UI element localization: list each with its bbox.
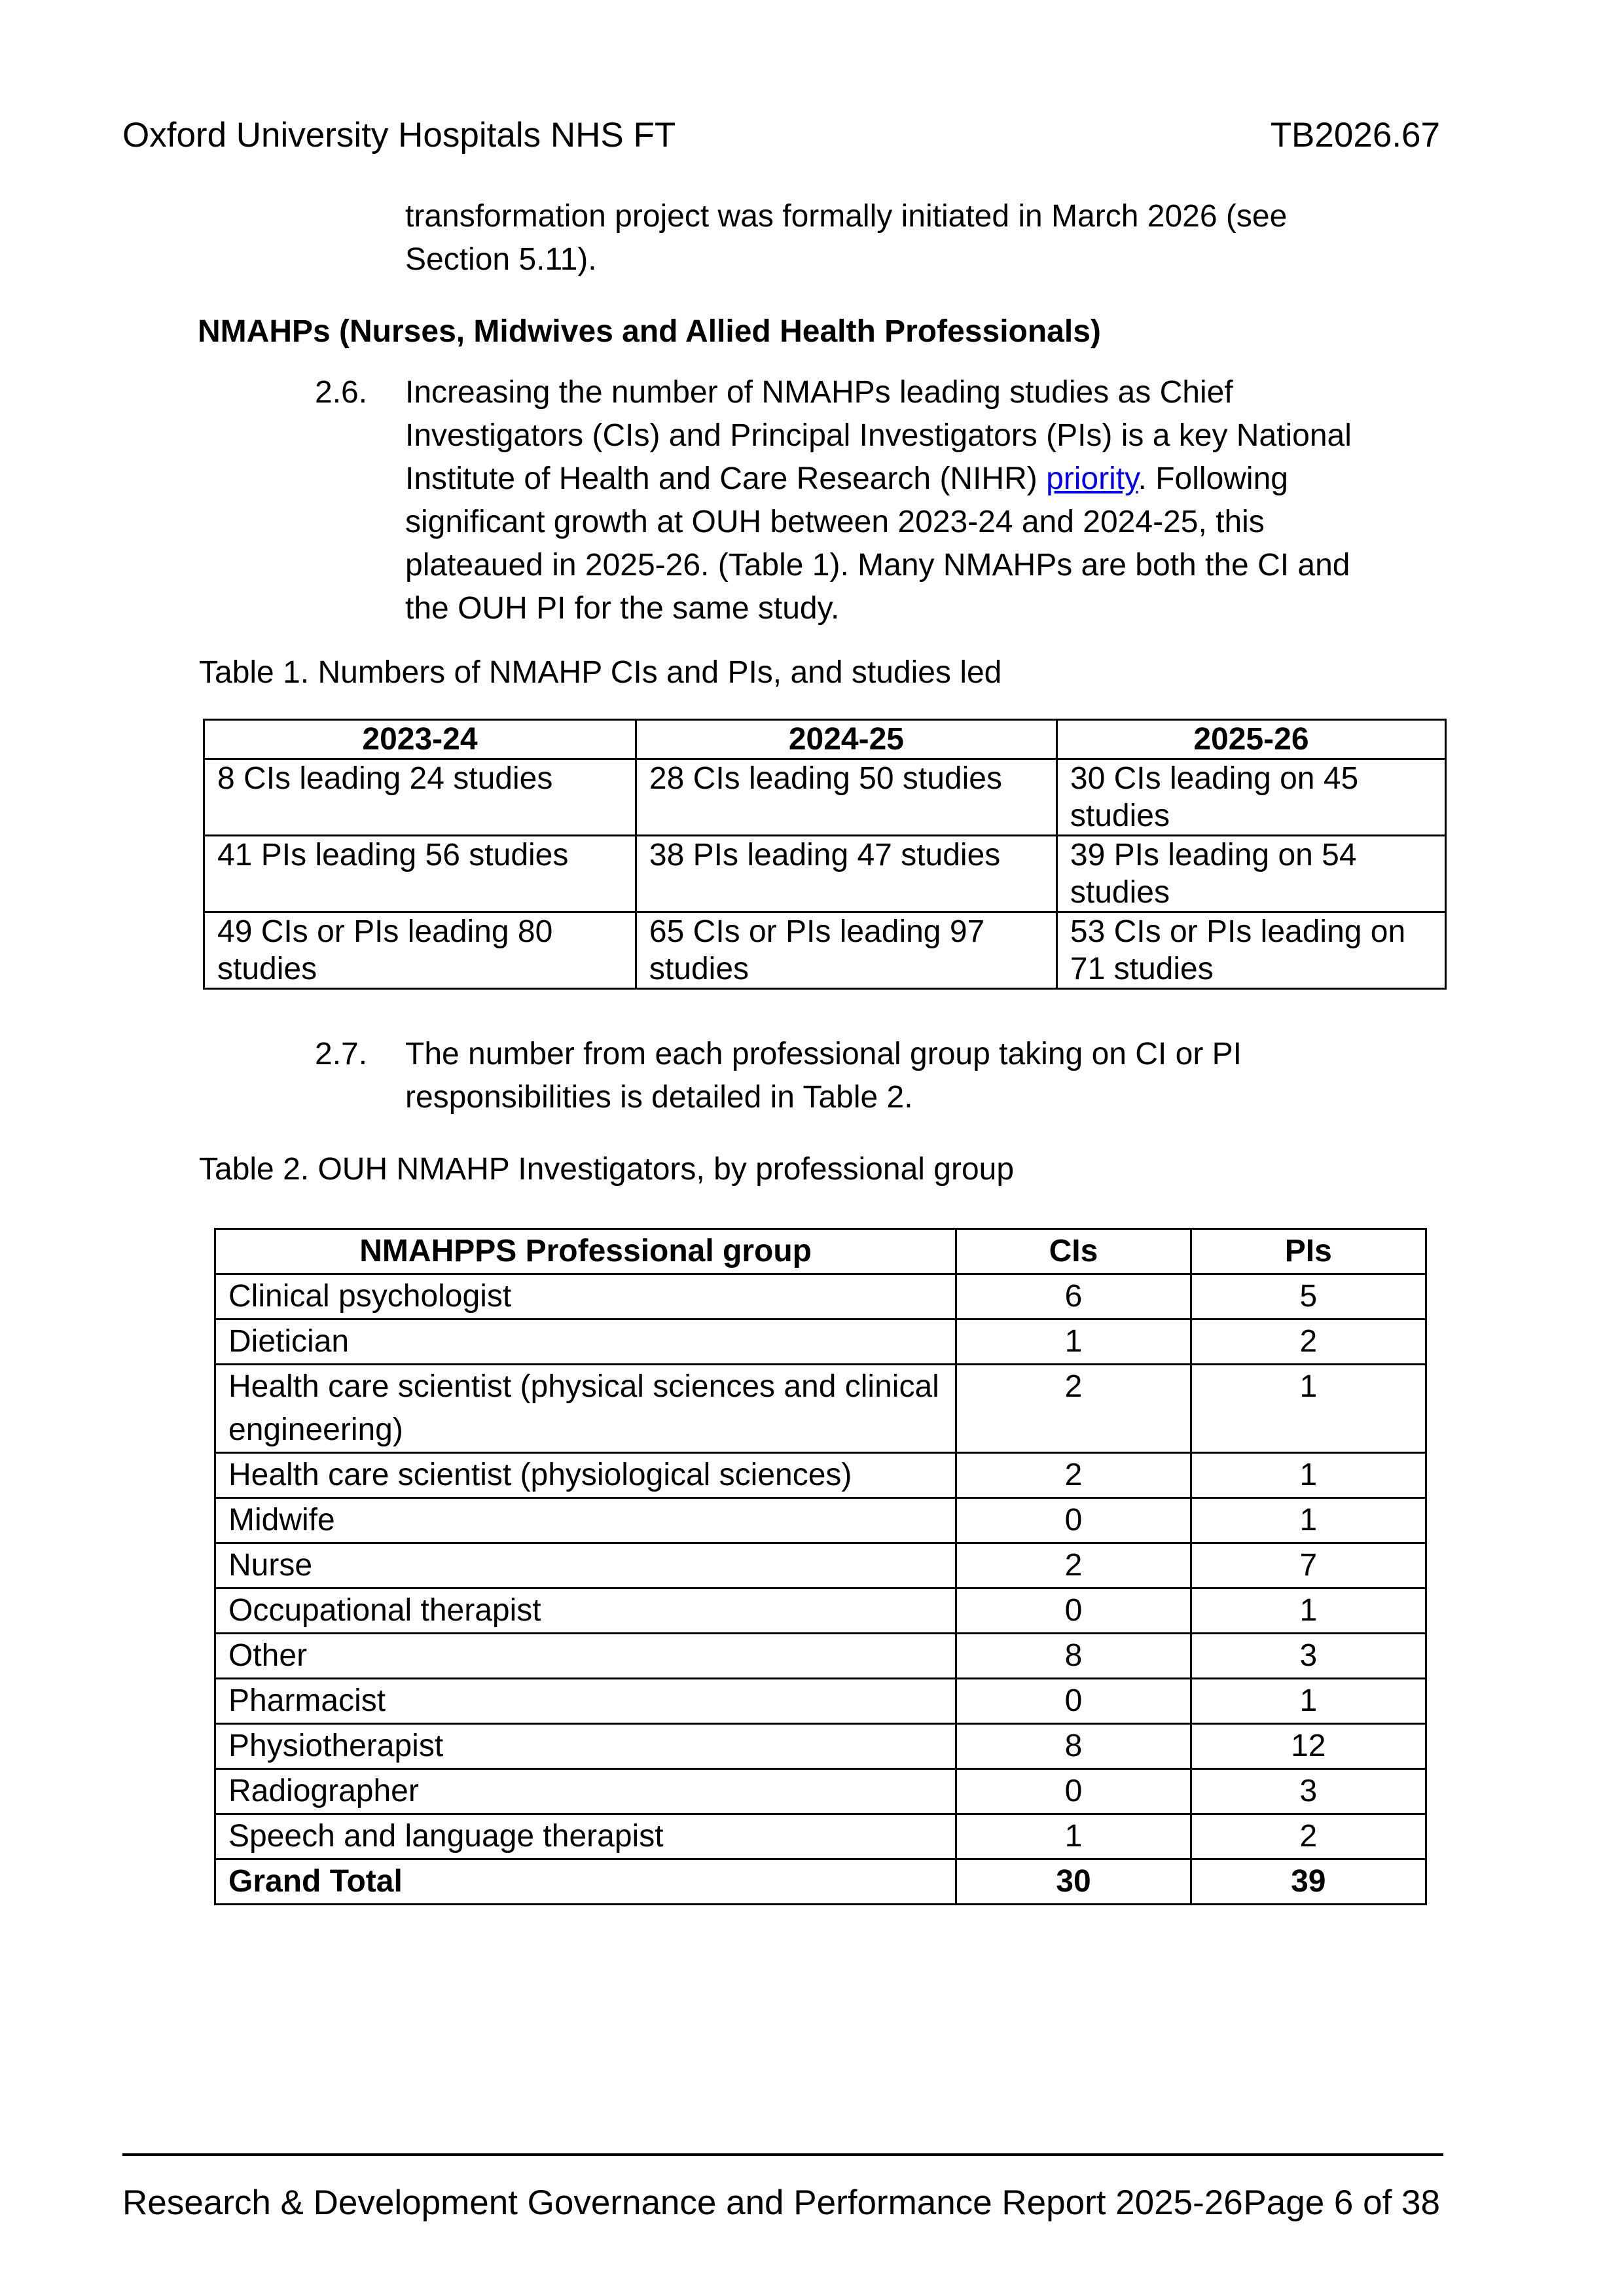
table2-pis-cell: 3 xyxy=(1191,1769,1426,1814)
table2-total-label: Grand Total xyxy=(215,1859,956,1905)
footer-page-number: Page 6 of 38 xyxy=(1243,2183,1440,2222)
table2-cis-cell: 2 xyxy=(956,1365,1191,1453)
table2-row xyxy=(215,1453,1426,1498)
footer-divider xyxy=(122,2153,1443,2156)
table2-group-cell: Occupational therapist xyxy=(215,1588,956,1634)
table2-pis-cell: 1 xyxy=(1191,1453,1426,1498)
para-line: significant growth at OUH between 2023-24 and 2024-25, this xyxy=(405,505,1265,539)
table2-group-cell: Dietician xyxy=(215,1319,956,1365)
footer-title: Research & Development Governance and Performance Report 2025-26 xyxy=(122,2183,1243,2222)
table2-cis-cell: 0 xyxy=(956,1769,1191,1814)
table2 xyxy=(214,1228,1427,1905)
table2-row xyxy=(215,1634,1426,1679)
table2-pis-cell: 1 xyxy=(1191,1679,1426,1724)
section-heading: NMAHPs (Nurses, Midwives and Allied Health Professionals) xyxy=(198,314,1101,349)
table2-pis-cell: 7 xyxy=(1191,1543,1426,1588)
table2-total-cis: 30 xyxy=(956,1859,1191,1905)
table2-row xyxy=(215,1769,1426,1814)
table1-cell: 8 CIs leading 24 studies xyxy=(204,759,636,836)
para-line: plateaued in 2025-26. (Table 1). Many NMAHPs are both the CI and xyxy=(405,548,1350,583)
table2-group-cell: Speech and language therapist xyxy=(215,1814,956,1859)
table2-row xyxy=(215,1365,1426,1453)
table2-group-cell: Pharmacist xyxy=(215,1679,956,1724)
table2-row xyxy=(215,1679,1426,1724)
table2-group-cell: Nurse xyxy=(215,1543,956,1588)
para-line: The number from each professional group taking on CI or PI xyxy=(405,1037,1242,1071)
table2-group-cell: Other xyxy=(215,1634,956,1679)
priority-link[interactable]: priority xyxy=(1046,461,1138,496)
header-org: Oxford University Hospitals NHS FT xyxy=(122,116,676,154)
table2-header-row xyxy=(215,1229,1426,1274)
table2-row xyxy=(215,1319,1426,1365)
table1-caption: Table 1. Numbers of NMAHP CIs and PIs, and studies led xyxy=(199,655,1002,690)
table2-group-cell: Health care scientist (physical sciences and clinical engineering) xyxy=(215,1365,956,1453)
intro-line: transformation project was formally initiated in March 2026 (see xyxy=(405,199,1288,234)
table2-pis-cell: 12 xyxy=(1191,1724,1426,1769)
table2-cis-cell: 0 xyxy=(956,1588,1191,1634)
table1-cell: 30 CIs leading on 45 studies xyxy=(1056,759,1445,836)
table1-header-cell: 2024-25 xyxy=(636,720,1056,759)
header-ref: TB2026.67 xyxy=(1270,116,1440,154)
table2-row xyxy=(215,1724,1426,1769)
table2-group-cell: Clinical psychologist xyxy=(215,1274,956,1319)
para-line: Increasing the number of NMAHPs leading studies as Chief xyxy=(405,375,1233,410)
para-line xyxy=(405,457,1352,501)
table2-row xyxy=(215,1814,1426,1859)
table2-cis-cell: 1 xyxy=(956,1814,1191,1859)
table1 xyxy=(203,719,1447,990)
intro-line: Section 5.11). xyxy=(405,242,597,277)
table2-cis-cell: 1 xyxy=(956,1319,1191,1365)
table2-caption: Table 2. OUH NMAHP Investigators, by professional group xyxy=(199,1152,1015,1187)
table2-total-pis: 39 xyxy=(1191,1859,1426,1905)
table2-row xyxy=(215,1543,1426,1588)
table2-header-cell: NMAHPPS Professional group xyxy=(215,1229,956,1274)
intro-text xyxy=(405,195,1287,281)
para-line: the OUH PI for the same study. xyxy=(405,591,840,626)
table2-pis-cell: 1 xyxy=(1191,1498,1426,1543)
para-line: responsibilities is detailed in Table 2. xyxy=(405,1080,913,1115)
para-text: . Following xyxy=(1138,461,1288,496)
table2-cis-cell: 6 xyxy=(956,1274,1191,1319)
table2-header-cell: CIs xyxy=(956,1229,1191,1274)
table2-row xyxy=(215,1498,1426,1543)
para-2-6-number: 2.6. xyxy=(315,375,368,410)
table2-cis-cell: 0 xyxy=(956,1498,1191,1543)
table2-row xyxy=(215,1274,1426,1319)
table2-cis-cell: 0 xyxy=(956,1679,1191,1724)
table1-cell: 38 PIs leading 47 studies xyxy=(636,836,1056,912)
table2-cis-cell: 8 xyxy=(956,1724,1191,1769)
para-2-6 xyxy=(405,371,1352,630)
table2-group-cell: Health care scientist (physiological sciences) xyxy=(215,1453,956,1498)
table1-header-cell: 2025-26 xyxy=(1056,720,1445,759)
table2-cis-cell: 8 xyxy=(956,1634,1191,1679)
table1-cell: 65 CIs or PIs leading 97 studies xyxy=(636,912,1056,989)
table1-row xyxy=(204,912,1446,989)
table2-pis-cell: 5 xyxy=(1191,1274,1426,1319)
para-text: Institute of Health and Care Research (NIHR) xyxy=(405,461,1047,496)
table2-cis-cell: 2 xyxy=(956,1543,1191,1588)
table2-group-cell: Midwife xyxy=(215,1498,956,1543)
table2-pis-cell: 1 xyxy=(1191,1365,1426,1453)
table1-header-cell: 2023-24 xyxy=(204,720,636,759)
table2-group-cell: Radiographer xyxy=(215,1769,956,1814)
table1-row xyxy=(204,836,1446,912)
table2-pis-cell: 2 xyxy=(1191,1319,1426,1365)
table2-group-cell: Physiotherapist xyxy=(215,1724,956,1769)
table1-header-row xyxy=(204,720,1446,759)
para-line: Investigators (CIs) and Principal Investigators (PIs) is a key National xyxy=(405,418,1352,453)
table1-row xyxy=(204,759,1446,836)
para-2-7-number: 2.7. xyxy=(315,1037,368,1071)
table2-cis-cell: 2 xyxy=(956,1453,1191,1498)
para-2-7 xyxy=(405,1033,1242,1119)
table2-pis-cell: 2 xyxy=(1191,1814,1426,1859)
table1-cell: 39 PIs leading on 54 studies xyxy=(1056,836,1445,912)
table1-cell: 28 CIs leading 50 studies xyxy=(636,759,1056,836)
table2-pis-cell: 1 xyxy=(1191,1588,1426,1634)
table1-cell: 53 CIs or PIs leading on 71 studies xyxy=(1056,912,1445,989)
table2-header-cell: PIs xyxy=(1191,1229,1426,1274)
table1-cell: 49 CIs or PIs leading 80 studies xyxy=(204,912,636,989)
table2-pis-cell: 3 xyxy=(1191,1634,1426,1679)
table1-cell: 41 PIs leading 56 studies xyxy=(204,836,636,912)
table2-row xyxy=(215,1588,1426,1634)
table2-total-row xyxy=(215,1859,1426,1905)
